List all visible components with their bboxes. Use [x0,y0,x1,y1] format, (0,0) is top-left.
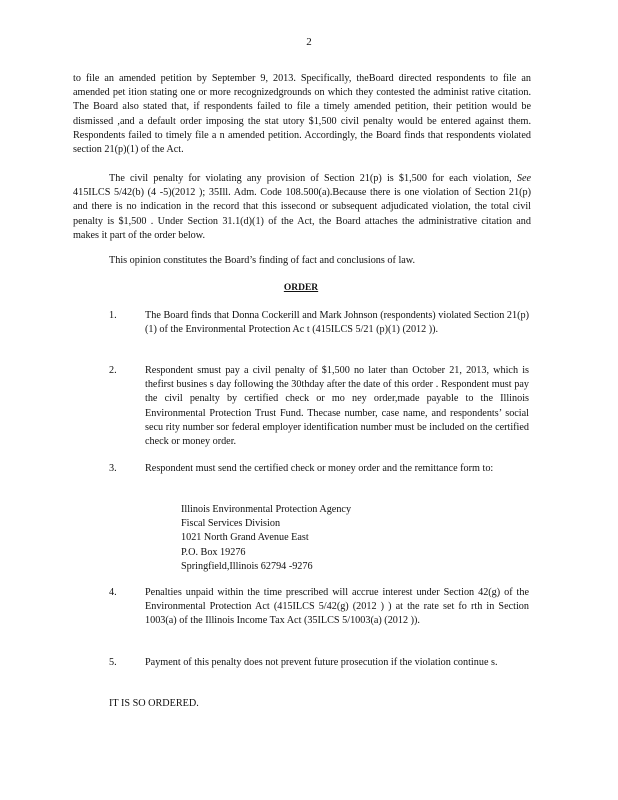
civil-penalty-rest: 415ILCS 5/42(b) (4 -5)(2012 ); 35Ill. Adm. Code 108.500(a).Because there is one violation of Section 21(p) and there is no indication in the record that this issecond or subsequent adjudicated violation, the total civil penalty is $1,500 . Under Section 31.1(d)(1) of the Act, the Board attaches the administrative citation and makes it part of the order below. [73,187,531,241]
order-item [109,656,529,670]
order-item-number: 1. [109,310,117,321]
order-item [109,309,529,337]
order-item-text: Penalties unpaid within the time prescribed will accrue interest under Section 42(g) of the Environmental Protection Act (415ILCS 5/42(g) (2012 ) ) at the rate set fo rth in Section 1003(a) of the Illinois Income Tax Act (35ILCS 5/1003(a) (2012 )). [145,587,529,627]
order-item [109,462,529,476]
order-heading-text: ORDER [283,283,319,293]
address-line: Fiscal Services Division [181,518,281,530]
order-item-text: Payment of this penalty does not prevent future prosecution if the violation continue s. [145,657,498,668]
address-line: P.O. Box 19276 [181,546,246,558]
paragraph-amended-petition: to file an amended petition by September 9, 2013. Specifically, theBoard directed respondents to file an amended pet ition stating one or more recognizedgrounds on which they contested the administ rative citation. The Board also stated that, if respondents failed to file a timely amended petition, their petition would be dismissed ,and a default order imposing the stat utory $1,500 civil penalty would be entered against them. Respondents failed to timely file a n amended petition. Accordingly, the Board finds that respondents violated section 21(p)(1) of the Act. [73,73,531,156]
closing-statement: IT IS SO ORDERED. [109,698,199,709]
order-item [109,364,529,449]
order-heading [0,283,618,293]
remittance-address [181,503,351,574]
paragraph-civil-penalty [73,172,531,243]
address-line: Illinois Environmental Protection Agency [181,504,352,515]
order-item-number: 2. [109,365,117,376]
page-number: 2 [306,36,312,48]
paragraph-opinion-statement: This opinion constitutes the Board’s finding of fact and conclusions of law. [109,255,416,266]
order-item-text: Respondent must send the certified check or money order and the remittance form to: [145,463,494,474]
civil-penalty-lead: The civil penalty for violating any provision of Section 21(p) is $1,500 for each violation, [109,173,512,184]
order-item-number: 4. [109,587,117,598]
address-line: 1021 North Grand Avenue East [181,532,309,544]
see-signal: See [516,173,532,184]
order-item-number: 5. [109,657,117,668]
order-item-text: Respondent smust pay a civil penalty of $1,500 no later than October 21, 2013, which is thefirst busines s day following the 30thday after the date of this order . Respondent must pay the civil penalty by certified check or mo ney order,made payable to the Illinois Environmental Protection Trust Fund. Thecase number, case name, and respondents’ social secu rity number sor federal employer identification number must be included on the certified check or money order. [145,365,529,448]
order-item [109,586,529,629]
address-line: Springfield,Illinois 62794 -9276 [181,560,313,572]
order-item-text: The Board finds that Donna Cockerill and Mark Johnson (respondents) violated Section 21(p) (1) of the Environmental Protection Ac t (415ILCS 5/21 (p)(1) (2012 )). [145,310,529,336]
order-item-number: 3. [109,463,117,474]
